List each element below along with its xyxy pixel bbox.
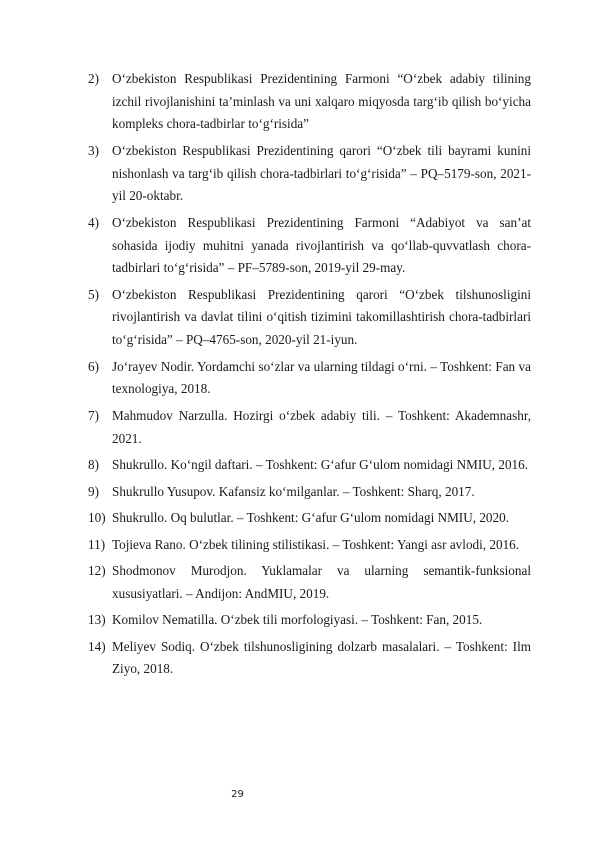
reference-item [88,507,531,530]
reference-number: 14) [88,638,106,654]
reference-item [88,636,531,681]
reference-list [88,68,531,685]
reference-item [88,356,531,401]
reference-item [88,560,531,605]
reference-text: Shukrullo Yusupov. Kafansiz ko‘milganlar. – Toshkent: Sharq, 2017. [112,483,475,499]
page-number: 29 [231,789,244,800]
reference-number: 11) [88,536,106,552]
reference-text: Jo‘rayev Nodir. Yordamchi so‘zlar va ularning tildagi o‘rni. – Toshkent: Fan va texnologiya, 2018. [112,358,531,397]
reference-item [88,284,531,352]
reference-item [88,481,531,504]
reference-text: Shukrullo. Oq bulutlar. – Toshkent: G‘afur G‘ulom nomidagi NMIU, 2020. [112,510,509,526]
reference-number: 2) [88,71,99,86]
reference-text: O‘zbekiston Respublikasi Prezidentining Farmoni “O‘zbek adabiy tilining izchil rivojlanishini ta’minlash va uni xalqaro miqyosda targ‘ib qilish bo‘yicha kompleks chora-tadbirlar to‘g‘risida” [112,71,531,132]
reference-item [88,534,531,557]
reference-number: 8) [88,457,99,473]
reference-number: 6) [88,358,99,374]
reference-item [88,609,531,632]
reference-number: 5) [88,286,99,302]
reference-text: Mahmudov Narzulla. Hozirgi o‘zbek adabiy tili. – Toshkent: Akademnashr, 2021. [112,407,531,446]
reference-number: 4) [88,214,99,230]
reference-text: Shodmonov Murodjon. Yuklamalar va ularning semantik-funksional xususiyatlari. – Andijon: AndMIU, 2019. [112,563,531,601]
reference-item [88,405,531,450]
reference-text: O‘zbekiston Respublikasi Prezidentining qarori “O‘zbek tili bayrami kunini nishonlash va targ‘ib qilish chora-tadbirlari to‘g‘risida” – PQ–5179-son, 2021-yil 20-oktabr. [112,142,531,204]
reference-number: 3) [88,142,99,158]
reference-item [88,454,531,477]
reference-number: 12) [88,563,106,579]
reference-text: O‘zbekiston Respublikasi Prezidentining Farmoni “Adabiyot va san’at sohasida ijodiy muhitni yanada rivojlantirish va qo‘llab-quvvatlash chora-tadbirlari to‘g‘risida” – PF–5789-son, 2019-yil 29-may. [112,214,531,276]
reference-item [88,212,531,280]
reference-text: Tojieva Rano. O‘zbek tilining stilistikasi. – Toshkent: Yangi asr avlodi, 2016. [112,536,520,552]
reference-number: 9) [88,483,99,499]
reference-text: Meliyev Sodiq. O‘zbek tilshunosligining dolzarb masalalari. – Toshkent: Ilm Ziyo, 2018. [112,638,531,677]
reference-number: 7) [88,407,99,423]
reference-number: 10) [88,510,106,526]
reference-item [88,140,531,208]
reference-item [88,68,531,136]
reference-text: Komilov Nematilla. O‘zbek tili morfologiyasi. – Toshkent: Fan, 2015. [112,612,483,628]
reference-number: 13) [88,612,106,628]
reference-text: O‘zbekiston Respublikasi Prezidentining qarori “O‘zbek tilshunosligini rivojlantirish va davlat tilini o‘qitish tizimini takomillashtirish chora-tadbirlari to‘g‘risida” – PQ–4765-son, 2020-yil 21-iyun. [112,286,531,348]
reference-text: Shukrullo. Ko‘ngil daftari. – Toshkent: G‘afur G‘ulom nomidagi NMIU, 2016. [112,457,529,473]
